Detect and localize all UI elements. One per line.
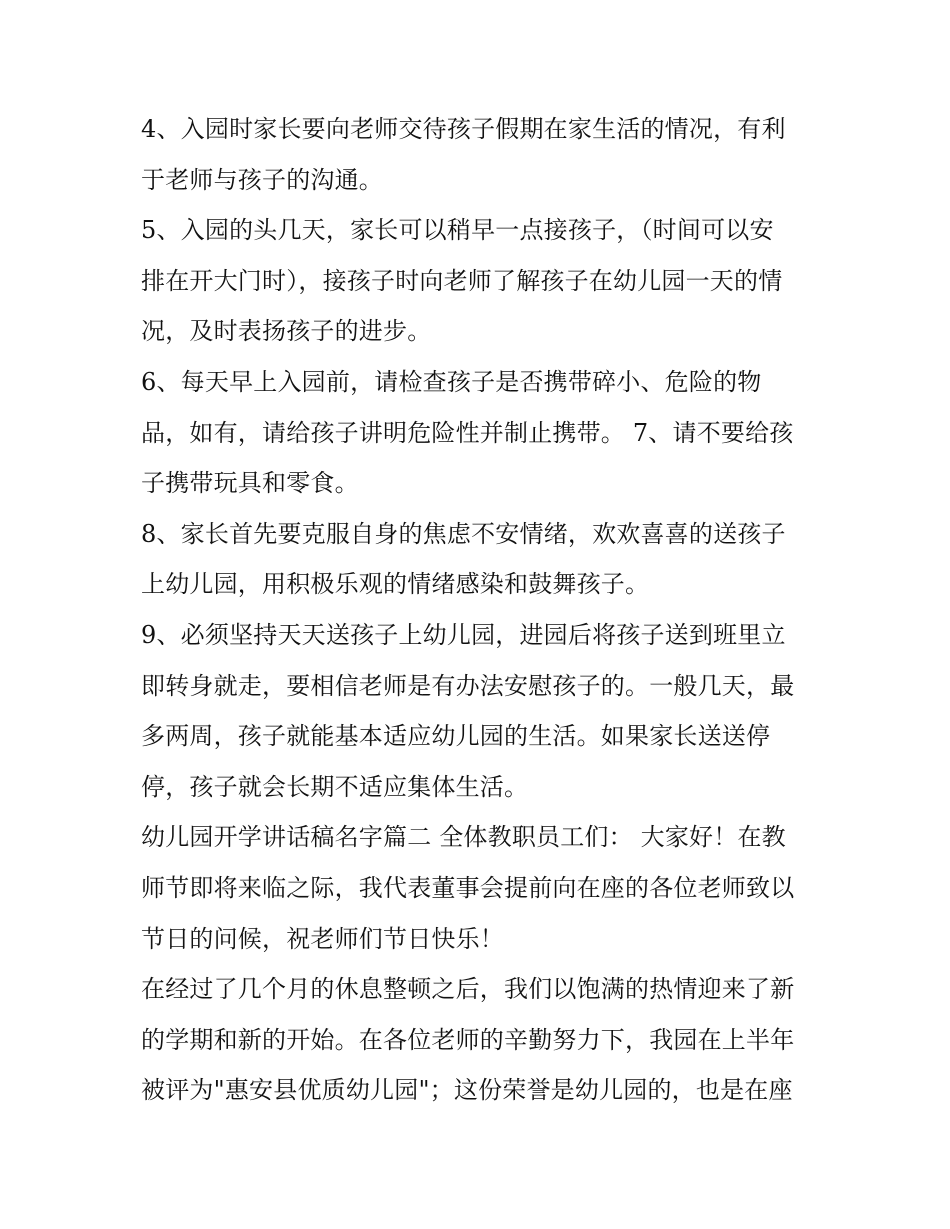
- paragraph-speech-body: [141, 964, 821, 1116]
- text-line: 停，孩子就会长期不适应集体生活。: [141, 772, 529, 801]
- paragraph-item-4: [141, 104, 821, 205]
- text-line: 4、入园时家长要向老师交待孩子假期在家生活的情况，有利: [141, 115, 786, 143]
- paragraph-item-9: [141, 610, 821, 812]
- paragraph-speech-intro: [141, 812, 821, 964]
- text-line: 的学期和新的开始。在各位老师的辛勤努力下，我园在上半年: [141, 1025, 795, 1054]
- text-line: 子携带玩具和零食。: [141, 469, 359, 498]
- text-line: 9、必须坚持天天送孩子上幼儿园，进园后将孩子送到班里立: [141, 620, 786, 649]
- text-line: 5、入园的头几天，家长可以稍早一点接孩子，（时间可以安: [141, 216, 774, 245]
- paragraph-item-6-7: [141, 357, 821, 509]
- text-line: 在经过了几个月的休息整顿之后，我们以饱满的热情迎来了新: [141, 975, 795, 1004]
- text-line: 排在开大门时），接孩子时向老师了解孩子在幼儿园一天的情: [141, 266, 783, 295]
- text-line: 况，及时表扬孩子的进步。: [141, 317, 432, 346]
- text-line: 被评为"惠安县优质幼儿园"；这份荣誉是幼儿园的，也是在座: [141, 1076, 793, 1105]
- text-line: 上幼儿园，用积极乐观的情绪感染和鼓舞孩子。: [141, 570, 650, 599]
- text-line: 8、家长首先要克服自身的焦虑不安情绪，欢欢喜喜的送孩子: [141, 519, 786, 548]
- text-line: 6、每天早上入园前，请检查孩子是否携带碎小、危险的物: [141, 367, 762, 396]
- document-body: [141, 104, 821, 1116]
- text-line: 多两周，孩子就能基本适应幼儿园的生活。如果家长送送停: [141, 722, 771, 751]
- text-line: 于老师与孩子的沟通。: [141, 165, 383, 194]
- paragraph-item-5: [141, 205, 821, 357]
- text-line: 即转身就走，要相信老师是有办法安慰孩子的。一般几天，最: [141, 671, 795, 700]
- text-line: 品，如有，请给孩子讲明危险性并制止携带。 7、请不要给孩: [141, 418, 794, 447]
- text-line: 节日的问候，祝老师们节日快乐！: [141, 924, 504, 953]
- text-line: 师节即将来临之际，我代表董事会提前向在座的各位老师致以: [141, 873, 795, 902]
- text-line: 幼儿园开学讲话稿名字篇二 全体教职员工们： 大家好！在教: [141, 823, 786, 852]
- paragraph-item-8: [141, 509, 821, 610]
